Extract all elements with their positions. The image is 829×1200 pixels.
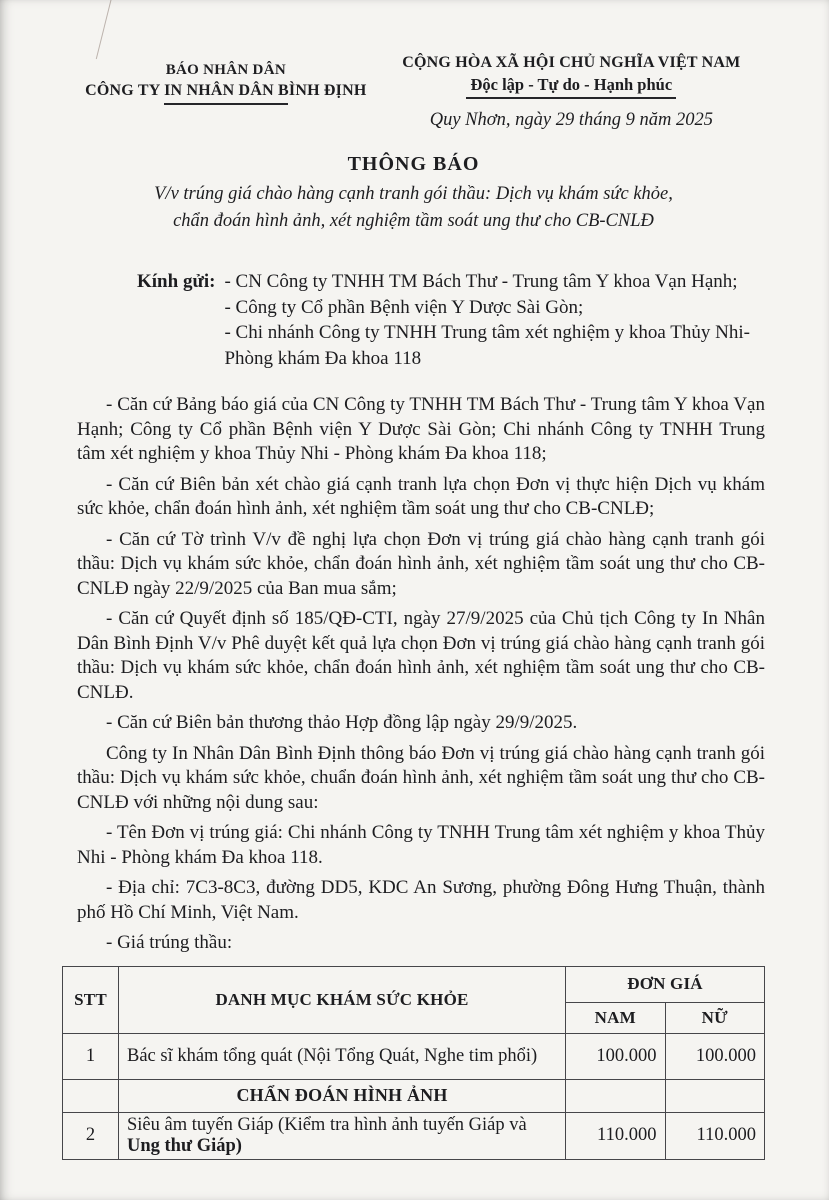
row-price-female: 100.000 (665, 1033, 765, 1079)
national-slogan: Độc lập - Tự do - Hạnh phúc (466, 75, 676, 99)
row-item-text: Siêu âm tuyến Giáp (Kiểm tra hình ảnh tuyến Giáp và (127, 1114, 527, 1135)
paragraph-ten-don-vi-trung-gia: - Tên Đơn vị trúng giá: Chi nhánh Công ty TNHH Trung tâm xét nghiệm y khoa Thủy Nhi - Phòng khám Đa khoa 118. (77, 822, 765, 868)
section-title: CHẨN ĐOÁN HÌNH ẢNH (119, 1079, 566, 1112)
col-header-category: DANH MỤC KHÁM SỨC KHỎE (119, 966, 566, 1033)
row-price-male: 110.000 (566, 1112, 666, 1159)
scan-artifact-line (96, 0, 113, 59)
document-body (62, 393, 765, 956)
recipient-line: Phòng khám Đa khoa 118 (224, 347, 422, 369)
document-header (62, 54, 765, 131)
row-item-label: Bác sĩ khám tổng quát (Nội Tổng Quát, Nghe tim phổi) (119, 1033, 566, 1079)
recipient-line: - Công ty Cổ phần Bệnh viện Y Dược Sài Gòn; (224, 296, 584, 318)
recipients-list (224, 269, 749, 371)
document-title: THÔNG BÁO (347, 153, 480, 175)
document-subtitle (62, 181, 765, 235)
row-item-bold-text: Ung thư Giáp) (127, 1135, 242, 1156)
paragraph-can-cu-bang-bao-gia: - Căn cứ Bảng báo giá của CN Công ty TNHH TM Bách Thư - Trung tâm Y khoa Vạn Hạnh; Công ty Cổ phần Bệnh viện Y Dược Sài Gòn; Chi nhánh Công ty TNHH Trung tâm xét nghiệm y khoa Thủy Nhi - Phòng khám Đa khoa 118; (77, 394, 765, 464)
price-table (62, 966, 765, 1160)
recipients-label: Kính gửi: (137, 271, 216, 292)
paragraph-can-cu-bien-ban-xet-chao-gia: - Căn cứ Biên bản xét chào giá cạnh tranh lựa chọn Đơn vị thực hiện Dịch vụ khám sức khỏe, chẩn đoán hình ảnh, xét nghiệm tầm soát ung thư cho CB-CNLĐ; (77, 473, 765, 519)
row-item-label (119, 1112, 566, 1159)
section-empty-female (665, 1079, 765, 1112)
paragraph-can-cu-to-trinh: - Căn cứ Tờ trình V/v đề nghị lựa chọn Đơn vị trúng giá chào hàng cạnh tranh gói thầu: Dịch vụ khám sức khỏe, chẩn đoán hình ảnh, xét nghiệm tầm soát ung thư cho CB-CNLĐ ngày 22/9/2025 của Ban mua sắm; (77, 528, 765, 599)
col-header-stt: STT (63, 966, 119, 1033)
recipient-line: - CN Công ty TNHH TM Bách Thư - Trung tâm Y khoa Vạn Hạnh; (224, 271, 738, 292)
table-row (63, 1112, 765, 1159)
paragraph-can-cu-quyet-dinh: - Căn cứ Quyết định số 185/QĐ-CTI, ngày 27/9/2025 của Chủ tịch Công ty In Nhân Dân Bình Định V/v Phê duyệt kết quả lựa chọn Đơn vị trúng giá chào hàng cạnh tranh gói thầu: Dịch vụ khám sức khỏe, chẩn đoán hình ảnh, xét nghiệm tầm soát ung thư cho CB-CNLĐ. (77, 608, 765, 703)
paragraph-can-cu-bien-ban-thuong-thao: - Căn cứ Biên bản thương thảo Hợp đồng lập ngày 29/9/2025. (106, 712, 578, 733)
parent-org-name: BÁO NHÂN DÂN (165, 62, 286, 78)
section-empty-stt (63, 1079, 119, 1112)
subtitle-line-1: V/v trúng giá chào hàng cạnh tranh gói thầu: Dịch vụ khám sức khỏe, (154, 184, 673, 204)
row-price-female: 110.000 (665, 1112, 765, 1159)
company-name-underline (164, 103, 288, 105)
col-header-male: NAM (566, 1002, 666, 1033)
paragraph-thong-bao-don-vi-trung-gia: Công ty In Nhân Dân Bình Định thông báo Đơn vị trúng giá chào hàng cạnh tranh gói thầu: Dịch vụ khám sức khỏe, chuẩn đoán hình ảnh, xét nghiệm tầm soát ung thư cho CB-CNLĐ với những nội dung sau: (77, 742, 765, 813)
col-header-female: NỮ (665, 1002, 765, 1033)
paragraph-gia-trung-thau: - Giá trúng thầu: (106, 932, 233, 953)
company-name: CÔNG TY IN NHÂN DÂN BÌNH ĐỊNH (85, 82, 367, 99)
row-price-male: 100.000 (566, 1033, 666, 1079)
place-date-line: Quy Nhơn, ngày 29 tháng 9 năm 2025 (429, 110, 713, 130)
paragraph-dia-chi: - Địa chỉ: 7C3-8C3, đường DD5, KDC An Sương, phường Đông Hưng Thuận, thành phố Hồ Chí Minh, Việt Nam. (77, 877, 765, 923)
recipient-line: - Chi nhánh Công ty TNHH Trung tâm xét nghiệm y khoa Thủy Nhi- (224, 322, 750, 343)
subtitle-line-2: chẩn đoán hình ảnh, xét nghiệm tầm soát ung thư cho CB-CNLĐ (173, 211, 654, 231)
table-section-row (63, 1079, 765, 1112)
table-row (63, 1033, 765, 1079)
national-title: CỘNG HÒA XÃ HỘI CHỦ NGHĨA VIỆT NAM (402, 54, 741, 71)
recipients-block (137, 269, 765, 371)
row-stt: 1 (63, 1033, 119, 1079)
issuing-org-block (74, 54, 378, 105)
col-header-unit-price: ĐƠN GIÁ (566, 966, 765, 1002)
price-table-header (63, 966, 765, 1033)
national-motto-block (378, 54, 765, 131)
row-stt: 2 (63, 1112, 119, 1159)
section-empty-male (566, 1079, 666, 1112)
